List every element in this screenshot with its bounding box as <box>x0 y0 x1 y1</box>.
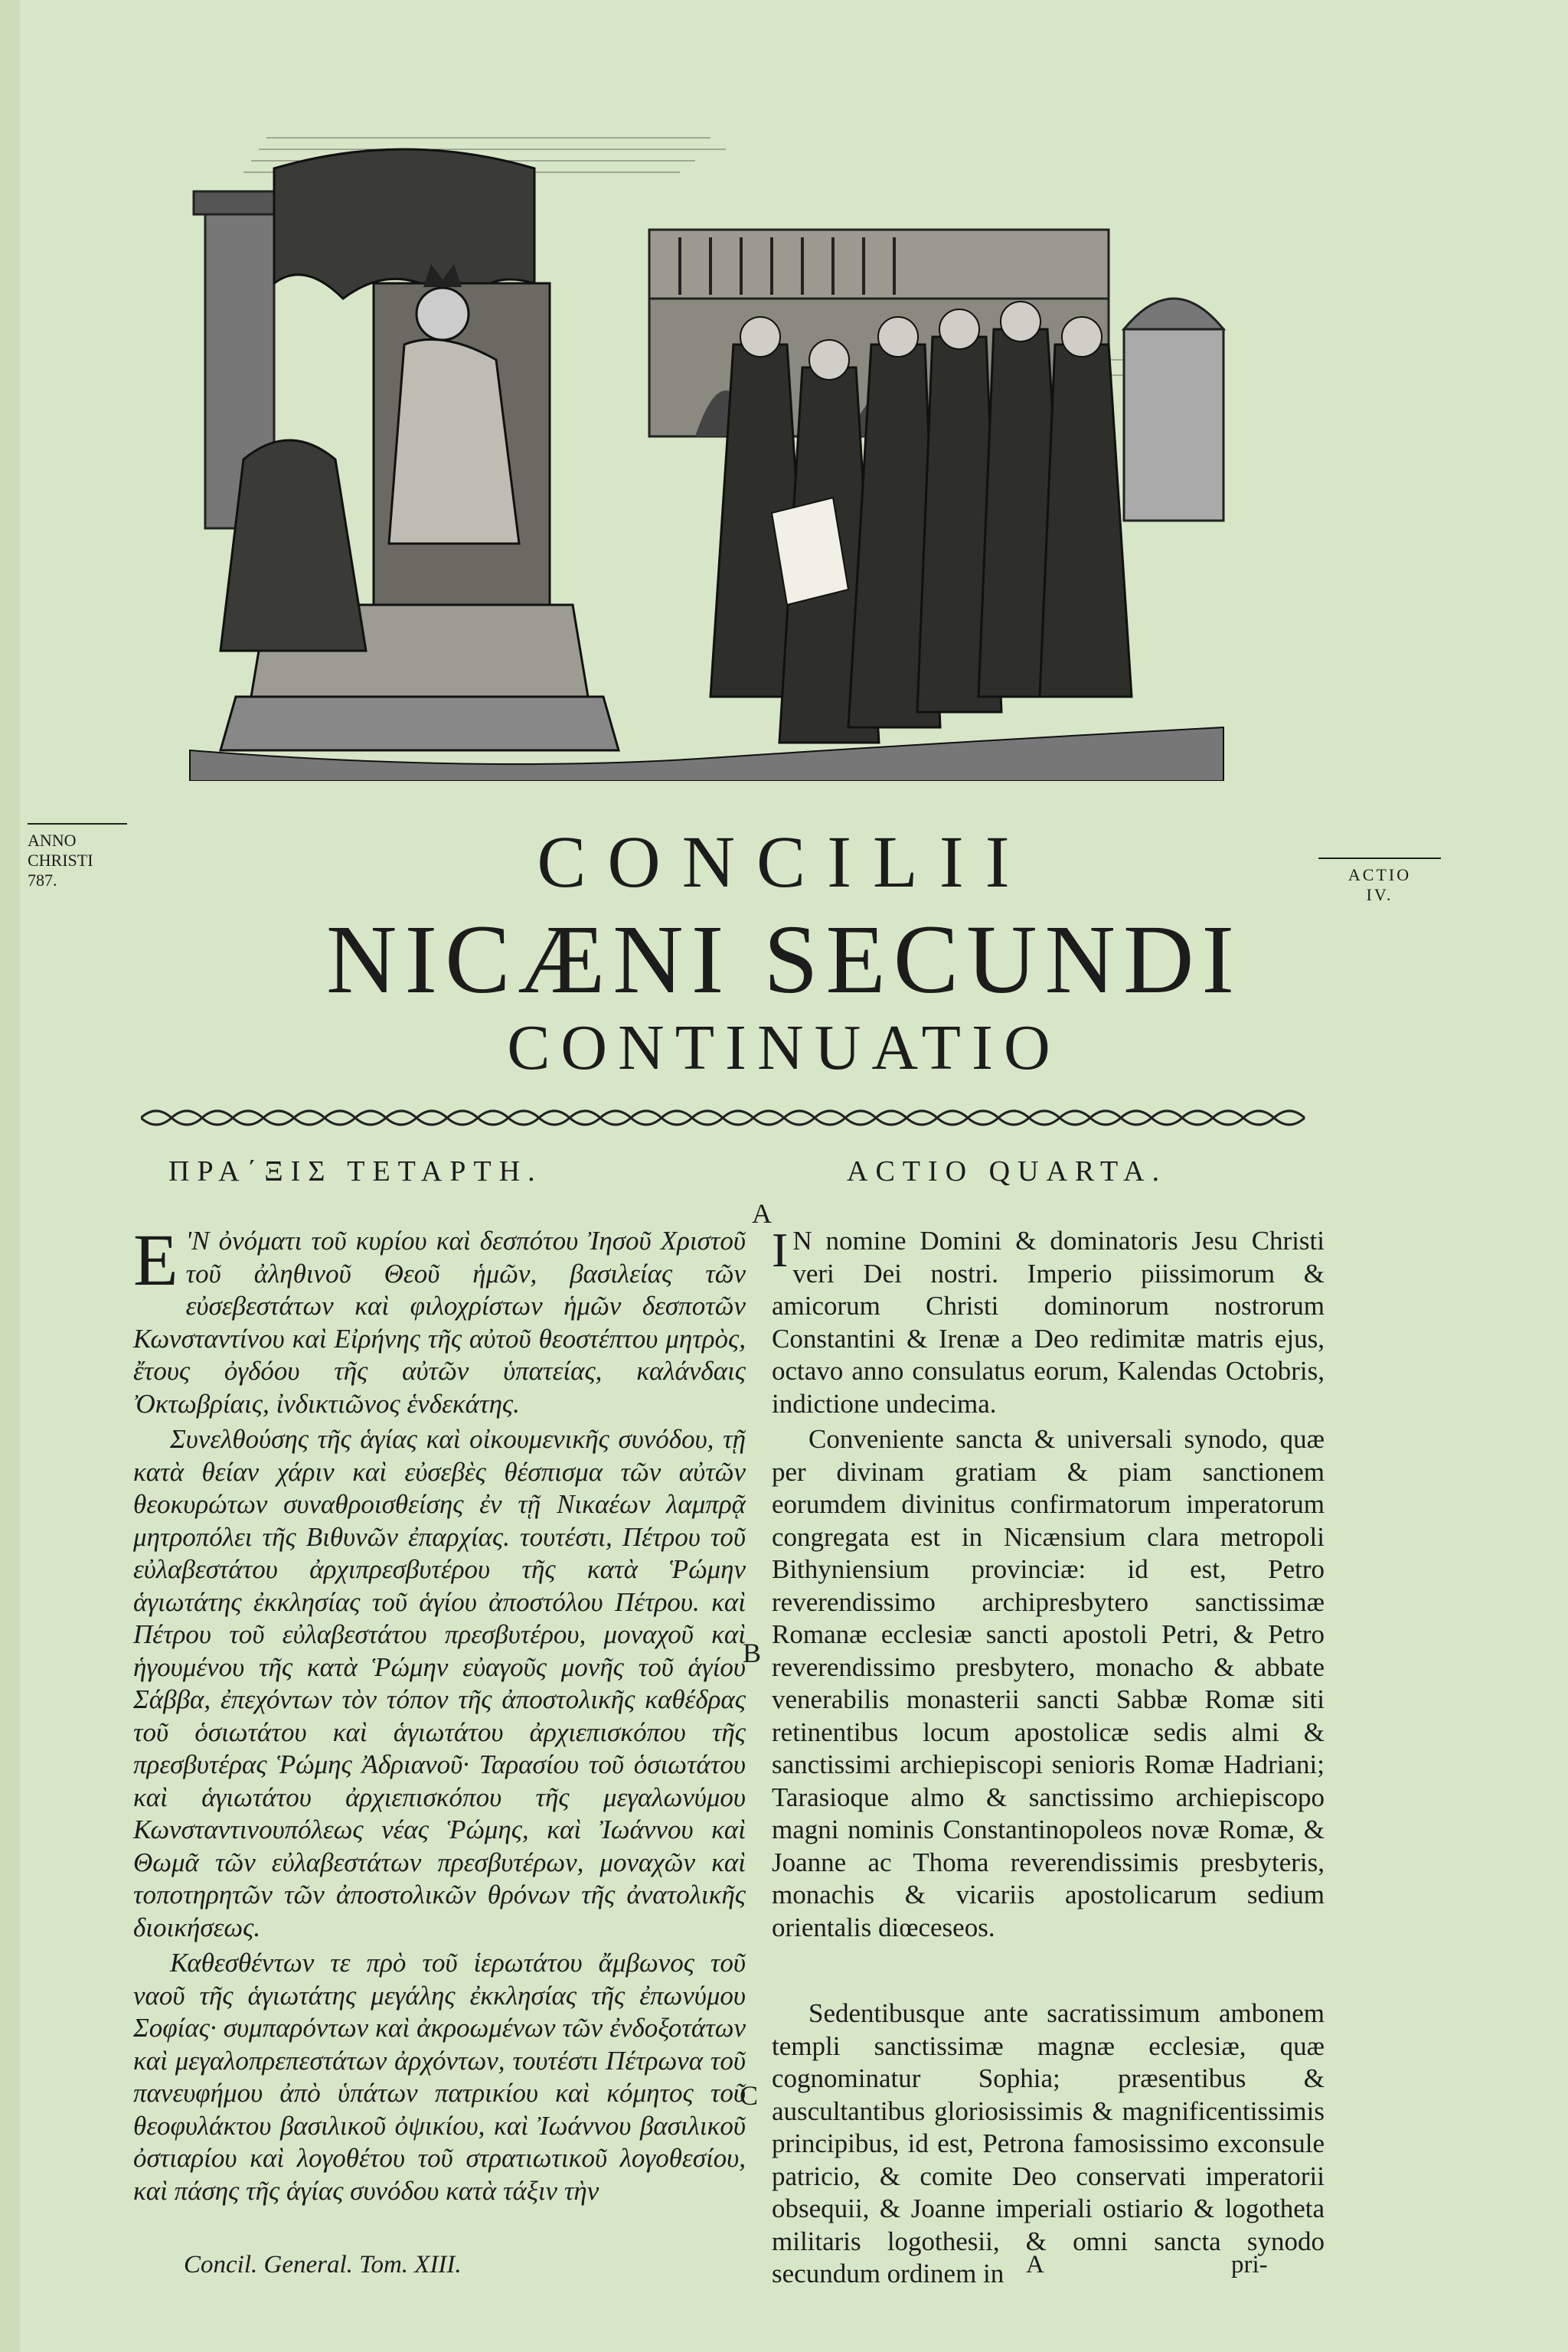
latin-paragraph-1-text: N nomine Domini & dominatoris Jesu Christi veri Dei nostri. Imperio piissimorum & amicorum Christi dominorum nostrorum Constantini & Irenæ a Deo redimitæ matris ejus, octavo anno consulatus eorum, Kalendas Octobris, indictione undecima. <box>772 1226 1325 1419</box>
latin-column <box>772 1225 1325 2291</box>
greek-heading: ΠΡΑ΄ΞΙΣ ΤΕΤΑΡΤΗ. <box>168 1155 543 1187</box>
greek-paragraph-1-text: 'N ὀνόματι τοῦ κυρίου καὶ δεσπότου Ἰησοῦ Χριστοῦ τοῦ ἀληθινοῦ Θεοῦ ἡμῶν, βασιλείας τῶν εὐσεβεστάτων καὶ φιλοχρίστων ἡμῶν δεσποτῶν Κωνσταντίνου καὶ Εἰρήνης τῆς αὐτοῦ θεοστέπτου μητρὸς, ἔτους ὀγδόου τῆς αὐτῶν ὑπατείας, καλάνδαις Ὀκτωβρίαις, ἰνδικτιῶνος ἑνδεκάτης. <box>133 1226 746 1419</box>
greek-paragraph-3: Καθεσθέντων τε πρὸ τοῦ ἱερωτάτου ἄμβωνος τοῦ ναοῦ τῆς ἁγιωτάτης μεγάλης ἐκκλησίας τῆς ἐπωνύμου Σοφίας· συμπαρόντων καὶ ἀκροωμένων τῶν ἐνδοξοτάτων καὶ μεγαλοπρεπεστάτων ἀρχόντων, τουτέστι Πέτρωνα τοῦ πανευφήμου ἀπὸ ὑπάτων πατρικίου καὶ κόμητος τοῦ θεοφυλάκτου βασιλικοῦ ὀψικίου, καὶ Ἰωάννου βασιλικοῦ ὀστιαρίου καὶ λογοθέτου τοῦ στρατιωτικοῦ λογοθεσίου, καὶ πάσης τῆς ἁγίας συνόδου κατὰ τάξιν τὴν <box>133 1948 746 2206</box>
margin-iv: IV. <box>1366 885 1393 904</box>
title-line-1: CONCILII <box>537 821 1031 903</box>
latin-paragraph-3: Sedentibusque ante sacratissimum ambonem templi sanctissimæ magnæ ecclesiæ, quæ cognominatur Sophia; præsentibus & auscultantibus gloriosissimis & magnificentissimis principibus, id est, Petrona famosissimo exconsule patricio, & comite Deo conservati imperatorii obsequii, & Joanne imperiali ostiario & logotheta militaris logothesii, & omni sancta synodo secundum ordinem in <box>772 1998 1325 2288</box>
title-line-2: NICÆNI SECUNDI <box>326 905 1242 1014</box>
footer-letter: A <box>1026 2251 1044 2278</box>
greek-paragraph-1 <box>133 1219 746 1420</box>
footer-signature: Concil. General. Tom. XIII. <box>184 2251 462 2278</box>
margin-year: 787. <box>28 871 57 890</box>
margin-christi: CHRISTI <box>28 851 93 870</box>
greek-column <box>133 1219 746 2207</box>
title-line-3: CONTINUATIO <box>507 1012 1061 1083</box>
page-edge <box>0 0 20 2352</box>
latin-drop-cap: I <box>772 1223 789 1277</box>
margin-actio: ACTIO <box>1348 865 1412 884</box>
ornamental-border <box>141 1104 1320 1132</box>
engraving-illustration <box>175 115 1239 781</box>
latin-paragraph-1 <box>772 1225 1325 1420</box>
section-letter-b: B <box>743 1638 762 1668</box>
latin-heading: ACTIO QUARTA. <box>847 1155 1168 1187</box>
footer-catchword: pri- <box>1231 2251 1268 2278</box>
greek-paragraph-2: Συνελθούσης τῆς ἁγίας καὶ οἰκουμενικῆς συνόδου, τῇ κατὰ θείαν χάριν καὶ εὐσεβὲς θέσπισμα τῶν αὐτῶν θεοκυρώτων συναθροισθείσης ἐν τῇ Νικαέων λαμπρᾷ μητροπόλει τῆς Βιθυνῶν ἐπαρχίας. τουτέστι, Πέτρου τοῦ εὐλαβεστάτου ἀρχιπρεσβυτέρου τῆς κατὰ Ῥώμην ἁγιωτάτης ἐκκλησίας τοῦ ἁγίου ἀποστόλου Πέτρου. καὶ Πέτρου τοῦ εὐλαβεστάτου πρεσβυτέρου, μοναχοῦ καὶ ἡγουμένου τῆς κατὰ Ῥώμην εὐαγοῦς μονῆς τοῦ ἁγίου Σάββα, ἐπεχόντων τὸν τόπον τῆς ἀποστολικῆς καθέδρας τοῦ ὁσιωτάτου καὶ ἁγιωτάτου ἀρχιεπισκόπου τῆς πρεσβυτέρας Ῥώμης Ἀδριανοῦ· Ταρασίου τοῦ ὁσιωτάτου καὶ ἁγιωτάτου ἀρχιεπισκόπου τῆς μεγαλωνύμου Κωνσταντινουπόλεως νέας Ῥώμης, καὶ Ἰωάννου καὶ Θωμᾶ τῶν εὐλαβεστάτων πρεσβυτέρων, μοναχῶν καὶ τοποτηρητῶν τῶν ἀποστολικῶν θρόνων τῆς ἀνατολικῆς διοικήσεως. <box>133 1424 746 1942</box>
margin-anno: ANNO <box>28 831 77 850</box>
latin-paragraph-2: Conveniente sancta & universali synodo, quæ per divinam gratiam & piam sanctionem eorumdem divinitus confirmatorum imperatorum congregata est in Nicænsium clara metropoli Bithyniensium provinciæ: id est, Petro reverendissimo archipresbytero sanctissimæ Romanæ ecclesiæ sancti apostoli Petri, & Petro reverendissimo presbytero, monacho & abbate venerabilis monasterii sancti Sabbæ Romæ siti retinentibus locum apostolicæ sedis almi & sanctissimi archiepiscopi senioris Romæ Hadriani; Tarasioque almo & sanctissimo archiepiscopo magni nominis Constantinopoleos novæ Romæ, & Joanne ac Thoma reverendissimis presbyteris, monachis & vicariis apostolicarum sedium orientalis diœceseos. <box>772 1424 1325 1942</box>
section-letter-c: C <box>740 2080 759 2111</box>
section-letter-a: A <box>752 1198 772 1229</box>
greek-drop-cap: Ε <box>133 1219 178 1301</box>
